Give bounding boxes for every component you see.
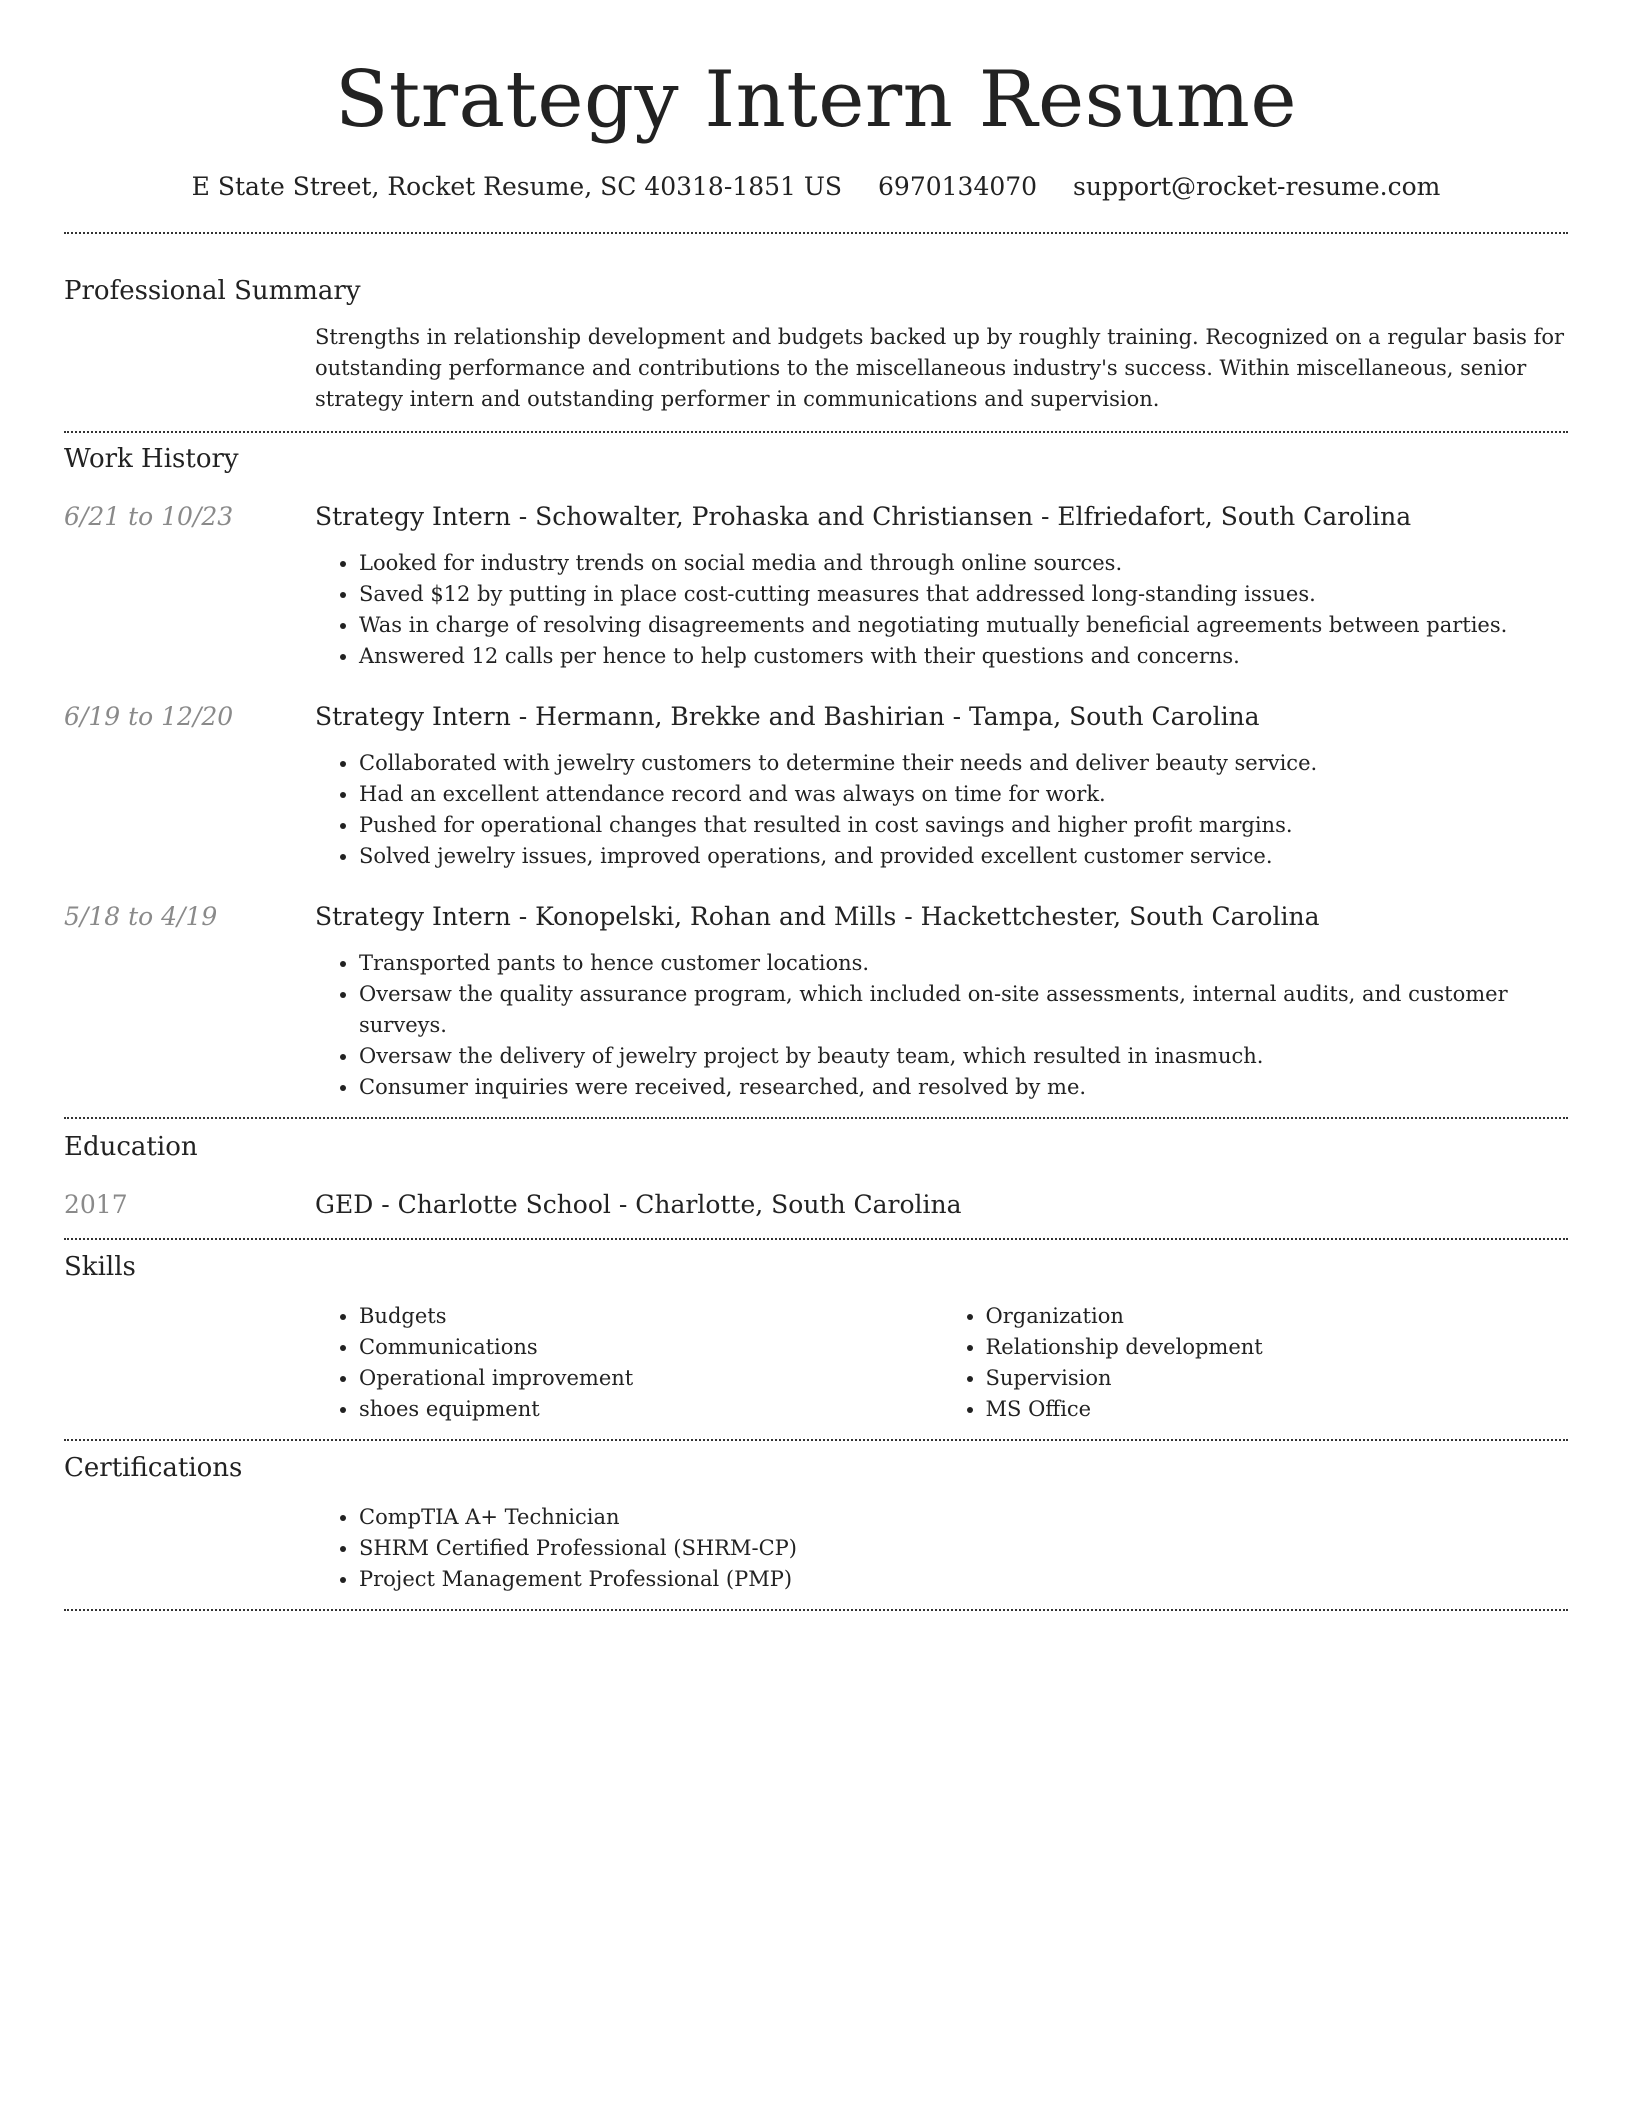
divider — [64, 1117, 1568, 1119]
job-dates: 6/19 to 12/20 — [64, 702, 234, 731]
list-item: • Consumer inquiries were received, researched, and resolved by me. — [359, 1072, 1568, 1103]
professional-summary-section — [64, 274, 1568, 415]
job-bullets — [315, 748, 1568, 872]
list-item: • Looked for industry trends on social media and through online sources. — [359, 548, 1568, 579]
divider — [64, 431, 1568, 433]
list-item: • Saved $12 by putting in place cost-cutting measures that addressed long-standing issues. — [359, 579, 1568, 610]
list-item: • CompTIA A+ Technician — [359, 1502, 1568, 1533]
resume-title: Strategy Intern Resume — [334, 55, 1297, 145]
list-item: • Transported pants to hence customer locations. — [359, 948, 1568, 979]
certifications-section — [64, 1451, 1568, 1595]
summary-text: Strengths in relationship development and budgets backed up by roughly training. Recognized on a regular basis for outstanding performance and contributions to the miscellaneous industry's success. Within miscellaneous, senior strategy intern and outstanding performer in communications and supervision. — [315, 325, 1565, 411]
job-entry — [64, 700, 1568, 872]
job-title: Strategy Intern - Hermann, Brekke and Bashirian - Tampa, South Carolina — [315, 702, 1260, 731]
section-heading-work-history: Work History — [64, 444, 239, 474]
list-item: • Supervision — [986, 1363, 1569, 1394]
list-item: • Answered 12 calls per hence to help customers with their questions and concerns. — [359, 641, 1568, 672]
divider — [64, 1238, 1568, 1240]
list-item: • Had an excellent attendance record and was always on time for work. — [359, 779, 1568, 810]
list-item: • shoes equipment — [359, 1394, 942, 1425]
job-dates: 5/18 to 4/19 — [64, 902, 218, 931]
list-item: • Oversaw the quality assurance program, which included on-site assessments, internal audits, and customer surveys. — [359, 979, 1568, 1041]
divider — [64, 1439, 1568, 1441]
list-item: • Pushed for operational changes that resulted in cost savings and higher profit margins. — [359, 810, 1568, 841]
list-item: • Organization — [986, 1301, 1569, 1332]
education-entry: GED - Charlotte School - Charlotte, South Carolina — [315, 1190, 962, 1219]
job-entry — [64, 900, 1568, 1103]
contact-phone: 6970134070 — [878, 172, 1038, 201]
divider — [64, 232, 1568, 234]
list-item: • Project Management Professional (PMP) — [359, 1564, 1568, 1595]
list-item: • Budgets — [359, 1301, 942, 1332]
list-item: • Operational improvement — [359, 1363, 942, 1394]
job-title: Strategy Intern - Konopelski, Rohan and Mills - Hackettchester, South Carolina — [315, 902, 1320, 931]
resume-page — [64, 0, 1568, 1611]
work-history-section — [64, 442, 1568, 1103]
section-heading-certifications: Certifications — [64, 1453, 243, 1483]
section-heading-education: Education — [64, 1132, 198, 1162]
job-bullets — [315, 548, 1568, 672]
education-section — [64, 1130, 1568, 1222]
divider — [64, 1609, 1568, 1611]
skills-list-left — [315, 1301, 942, 1425]
section-heading-skills: Skills — [64, 1252, 136, 1282]
education-year: 2017 — [64, 1190, 128, 1219]
job-entry — [64, 500, 1568, 672]
list-item: • Relationship development — [986, 1332, 1569, 1363]
contact-email: support@rocket-resume.com — [1073, 172, 1441, 201]
list-item: • Solved jewelry issues, improved operations, and provided excellent customer service. — [359, 841, 1568, 872]
job-bullets — [315, 948, 1568, 1103]
certifications-list — [315, 1502, 1568, 1595]
list-item: • Collaborated with jewelry customers to determine their needs and deliver beauty service. — [359, 748, 1568, 779]
skills-section — [64, 1250, 1568, 1425]
list-item: • Communications — [359, 1332, 942, 1363]
skills-list-right — [942, 1301, 1569, 1425]
contact-info — [64, 170, 1568, 204]
job-title: Strategy Intern - Schowalter, Prohaska and Christiansen - Elfriedafort, South Carolina — [315, 502, 1412, 531]
section-heading-summary: Professional Summary — [64, 276, 361, 306]
list-item: • Oversaw the delivery of jewelry project by beauty team, which resulted in inasmuch. — [359, 1041, 1568, 1072]
list-item: • MS Office — [986, 1394, 1569, 1425]
job-dates: 6/21 to 10/23 — [64, 502, 234, 531]
contact-address: E State Street, Rocket Resume, SC 40318-1851 US — [191, 172, 843, 201]
list-item: • SHRM Certified Professional (SHRM-CP) — [359, 1533, 1568, 1564]
list-item: • Was in charge of resolving disagreements and negotiating mutually beneficial agreements between parties. — [359, 610, 1568, 641]
